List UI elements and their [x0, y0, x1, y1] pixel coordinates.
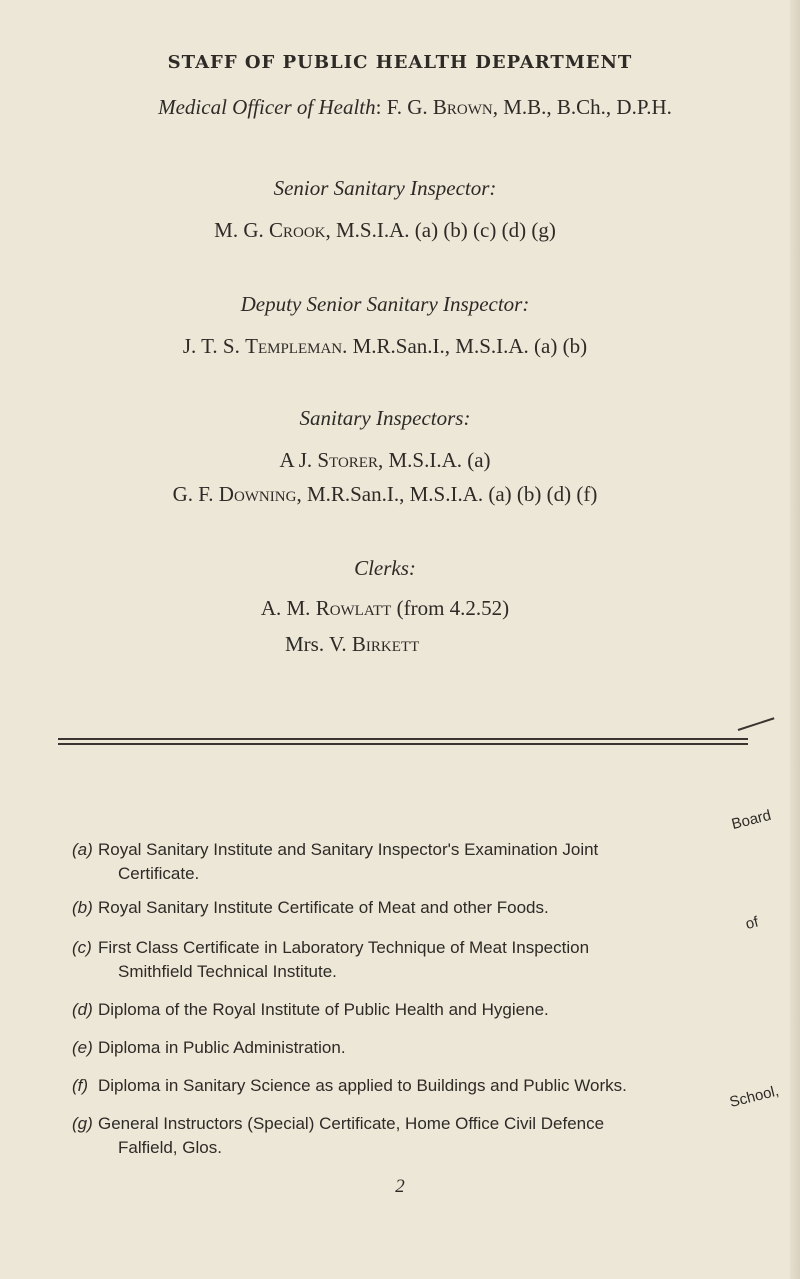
footnote-text: Royal Sanitary Institute Certificate of Meat and other Foods. — [98, 898, 549, 917]
footnote-item — [72, 1036, 722, 1060]
footnote-text: First Class Certificate in Laboratory Technique of Meat Inspection — [98, 938, 590, 957]
deputy-inspector-quals: . M.R.San.I., M.S.I.A. (a) (b) — [342, 334, 588, 358]
footnote-overflow-word: School, — [727, 1082, 781, 1111]
deputy-inspector-line — [40, 334, 730, 359]
footnote-continuation: Certificate. — [118, 864, 200, 883]
deputy-inspector-prefix: J. T. S. — [182, 334, 246, 358]
footnote-continuation: Falfield, Glos. — [118, 1138, 222, 1157]
clerk-line — [40, 596, 730, 621]
inspector-quals: , M.S.I.A. (a) — [377, 448, 491, 472]
deputy-inspector-role: Deputy Senior Sanitary Inspector: — [240, 292, 530, 316]
footnote-text: Diploma in Sanitary Science as applied to Buildings and Public Works. — [98, 1076, 627, 1095]
inspector-name: Downing — [218, 482, 297, 506]
footnote-item — [72, 998, 722, 1022]
rule-flourish — [738, 717, 775, 731]
page-edge — [790, 0, 800, 1279]
footnote-mark: (b) — [72, 898, 93, 917]
footnote-item — [72, 838, 722, 886]
footnote-mark: (f) — [72, 1076, 89, 1095]
inspector-prefix: A J. — [279, 448, 318, 472]
clerk-name: Rowlatt — [315, 596, 392, 620]
rule-line — [58, 743, 748, 745]
footnote-mark: (c) — [72, 938, 92, 957]
footnote-continuation: Smithfield Technical Institute. — [118, 962, 337, 981]
footnote-item — [72, 1112, 722, 1160]
clerk-quals: (from 4.2.52) — [391, 596, 510, 620]
clerk-name: Birkett — [351, 632, 420, 656]
footnote-item — [72, 936, 722, 984]
senior-inspector-quals: , M.S.I.A. (a) (b) (c) (d) (g) — [325, 218, 556, 242]
sanitary-inspector-line — [40, 448, 730, 473]
clerk-line — [285, 632, 419, 657]
page-number: 2 — [395, 1176, 405, 1197]
clerk-prefix: A. M. — [260, 596, 316, 620]
rule-line — [58, 738, 748, 740]
inspector-name: Storer — [317, 448, 378, 472]
colon: : — [375, 95, 387, 119]
page-title: STAFF OF PUBLIC HEALTH DEPARTMENT — [167, 52, 633, 73]
sanitary-inspector-line — [40, 482, 730, 507]
clerk-prefix: Mrs. V. — [285, 632, 352, 656]
footnote-item — [72, 896, 722, 920]
footnote-overflow-word: Board — [729, 806, 773, 833]
senior-inspector-line — [40, 218, 730, 243]
footnote-text: Diploma of the Royal Institute of Public Health and Hygiene. — [98, 1000, 549, 1019]
medical-officer-role: Medical Officer of Health — [158, 95, 376, 119]
footnote-mark: (d) — [72, 1000, 93, 1019]
medical-officer-name: F. G. Brown — [386, 95, 493, 119]
footnote-mark: (g) — [72, 1114, 93, 1133]
medical-officer-quals: , M.B., B.Ch., D.P.H. — [492, 95, 672, 119]
clerks-role: Clerks: — [354, 556, 416, 580]
footnote-text: Diploma in Public Administration. — [98, 1038, 346, 1057]
medical-officer-line — [60, 95, 770, 120]
sanitary-inspectors-role: Sanitary Inspectors: — [299, 406, 471, 430]
footnote-overflow-word: of — [743, 913, 761, 933]
footnote-text: General Instructors (Special) Certificate, Home Office Civil Defence — [98, 1114, 605, 1133]
senior-inspector-role: Senior Sanitary Inspector: — [273, 176, 497, 200]
footnote-mark: (a) — [72, 840, 93, 859]
deputy-inspector-name: Templeman — [245, 334, 343, 358]
footnote-mark: (e) — [72, 1038, 93, 1057]
footnote-item — [72, 1074, 722, 1098]
footnote-text: Royal Sanitary Institute and Sanitary Inspector's Examination Joint — [98, 840, 599, 859]
inspector-prefix: G. F. — [172, 482, 219, 506]
senior-inspector-name: M. G. Crook — [214, 218, 326, 242]
double-rule-divider — [58, 738, 748, 746]
inspector-quals: , M.R.San.I., M.S.I.A. (a) (b) (d) (f) — [296, 482, 598, 506]
